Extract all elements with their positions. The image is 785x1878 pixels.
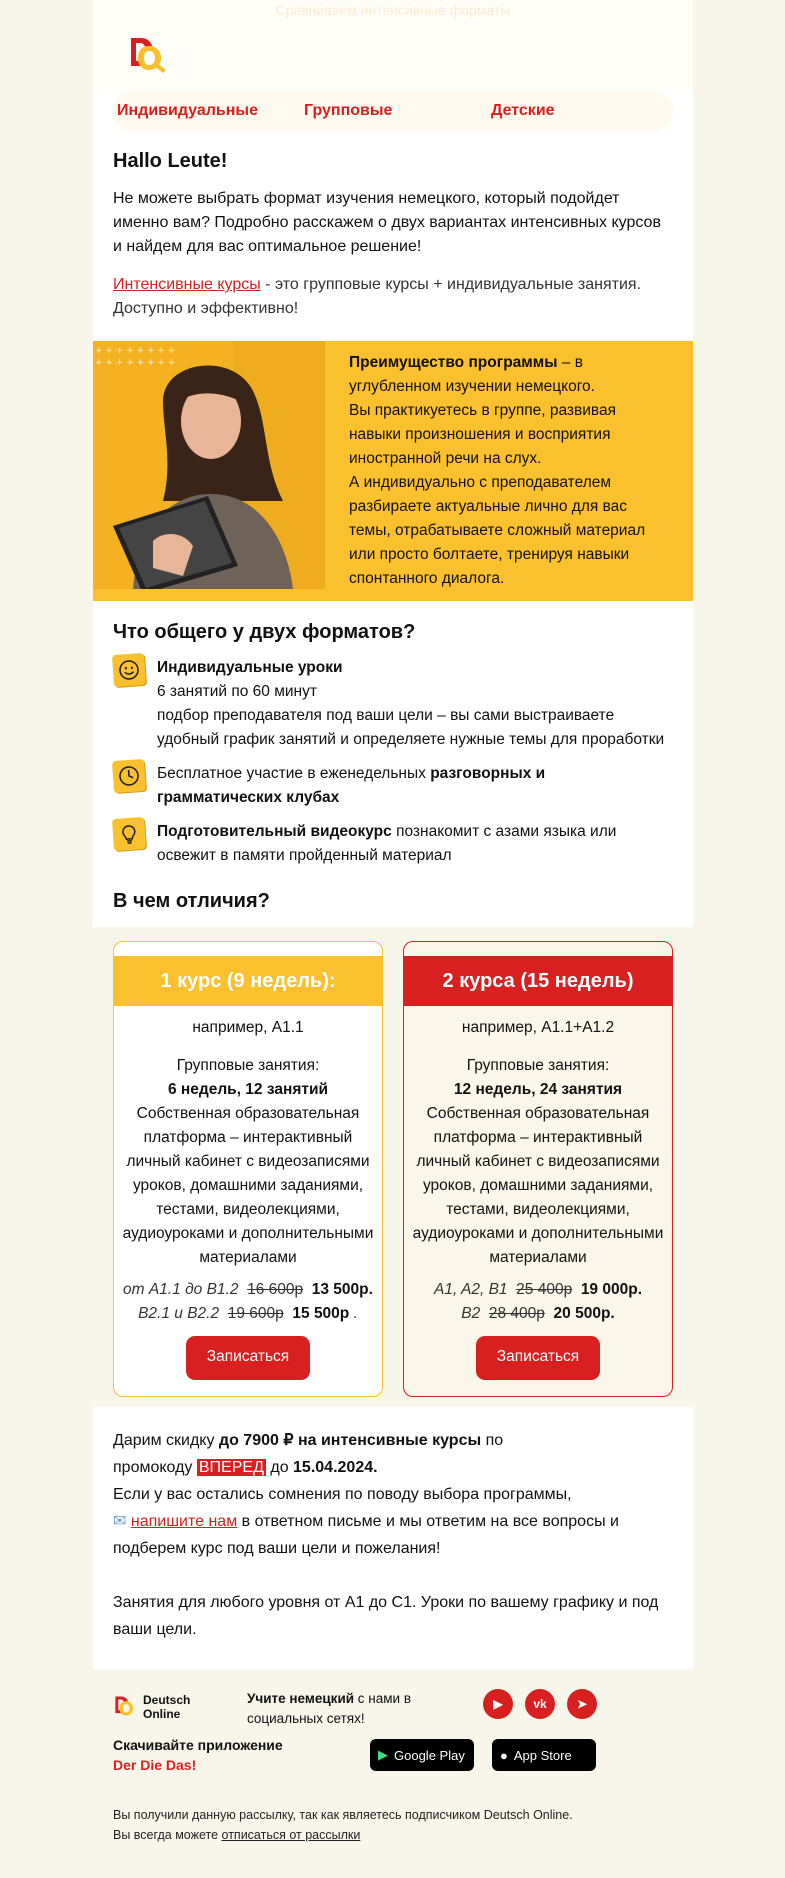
woman-with-tablet-image — [93, 341, 325, 589]
card1-group-bold: 6 недель, 12 занятий — [167, 1081, 329, 1098]
footer — [93, 1669, 693, 1859]
card2-price1-old: 25 400р — [516, 1281, 573, 1298]
unsubscribe-link[interactable]: отписаться от рассылки — [221, 1828, 361, 1842]
card1-price1-old: 16 600р — [247, 1281, 304, 1298]
app-store-label: App Store — [513, 1747, 572, 1763]
footer-brand-1: Deutsch — [143, 1693, 191, 1707]
offer-t3: Если у вас остались сомнения по поводу выбора программы, — [113, 1486, 572, 1503]
google-play-icon: ▶ — [378, 1747, 388, 1762]
intensive-tail: - это групповые курсы + индивидуальные занятия. Доступно и эффективно! — [113, 276, 642, 317]
intensive-paragraph — [113, 273, 673, 321]
greeting: Hallo Leute! — [113, 150, 228, 172]
nav-kids[interactable]: Детские — [491, 102, 555, 119]
course-card-2 — [403, 941, 673, 1397]
course-card-1 — [113, 941, 383, 1397]
card1-price2-label: B2.1 и B2.2 — [138, 1305, 220, 1322]
card1-platform: Собственная образовательная платформа – интерактивный личный кабинет с видеозаписями уроков, домашними заданиями, тестами, видеолекциями, аудиоуроками и дополнительными материалами — [122, 1105, 374, 1266]
lightbulb-icon — [112, 817, 146, 851]
advantage-title: Преимущество программы — [349, 354, 558, 371]
card2-price2-label: B2 — [461, 1305, 481, 1322]
clock-icon — [112, 759, 146, 793]
footer-learn-bold: Учите немецкий — [247, 1691, 355, 1706]
svg-text:+ + + + + + + +: + + + + + + + + — [95, 358, 176, 368]
footer-logo-icon[interactable] — [113, 1689, 139, 1723]
offer-t2: промокоду — [113, 1459, 197, 1476]
feature-videocourse — [113, 820, 673, 868]
footer-note-1: Вы получили данную рассылку, так как являетесь подписчиком Deutsch Online. — [113, 1808, 573, 1822]
app-promo-1: Скачивайте приложение — [113, 1737, 283, 1753]
card1-price1-label: от A1.1 до B1.2 — [123, 1281, 239, 1298]
offer-date: 15.04.2024. — [293, 1459, 378, 1476]
offer-t5: Занятия для любого уровня от А1 до С1. Уроки по вашему графику и под ваши цели. — [113, 1594, 659, 1638]
feature-individual-l2: подбор преподавателя под ваши цели – вы сами выстраиваете удобный график занятий и определяете нужные темы для проработки — [157, 707, 665, 748]
smile-icon — [112, 653, 146, 687]
app-store-button[interactable] — [492, 1739, 596, 1771]
program-advantage-band — [93, 341, 693, 601]
advantage-t1: – в углубленном изучении немецкого. — [349, 354, 595, 395]
preheader: Сравниваем интенсивные форматы — [93, 0, 693, 20]
card2-price-1 — [404, 1278, 672, 1302]
feature-videocourse-tail: познакомит с азами языка или освежит в памяти пройденный материал — [157, 823, 617, 864]
feature-videocourse-bold: Подготовительный видеокурс — [157, 823, 392, 840]
offer-t4: в ответном письме и мы ответим на все вопросы и подберем курс под ваши цели и пожелания! — [113, 1513, 619, 1557]
card2-price1-label: A1, A2, B1 — [434, 1281, 508, 1298]
common-title: Что общего у двух форматов? — [113, 621, 416, 643]
nav-bar — [113, 90, 673, 132]
feature-individual — [113, 656, 673, 752]
feature-clubs — [113, 762, 673, 810]
card2-group: Групповые занятия: — [466, 1057, 610, 1074]
feature-individual-title: Индивидуальные уроки — [157, 659, 343, 676]
nav-group[interactable]: Групповые — [304, 102, 393, 119]
offer-line-4 — [113, 1508, 673, 1562]
course-cards — [93, 927, 693, 1407]
card2-price2-new: 20 500р. — [553, 1305, 615, 1322]
offer-t1-tail: по — [481, 1432, 504, 1449]
advantage-text — [349, 351, 669, 591]
intro-section — [93, 132, 693, 321]
offer-t2-mid: до — [265, 1459, 294, 1476]
offer-discount: до 7900 ₽ на интенсивные курсы — [218, 1432, 482, 1449]
card1-price-2 — [114, 1302, 382, 1326]
card1-signup-button[interactable]: Записаться — [186, 1336, 310, 1380]
footer-brand — [143, 1693, 190, 1721]
card1-price2-old: 19 600р — [227, 1305, 284, 1322]
envelope-icon: ✉ — [113, 1513, 127, 1530]
footer-learn-tail: с нами в социальных сетях! — [247, 1691, 412, 1726]
footer-note — [113, 1805, 573, 1845]
intensive-courses-link[interactable]: Интенсивные курсы — [113, 276, 261, 293]
telegram-icon[interactable]: ➤ — [567, 1689, 597, 1719]
card2-header: 2 курса (15 недель) — [404, 956, 672, 1006]
footer-social-text — [247, 1689, 417, 1729]
google-play-label: Google Play — [394, 1747, 465, 1763]
card1-price2-new: 15 500р — [292, 1305, 350, 1322]
card1-group: Групповые занятия: — [176, 1057, 320, 1074]
email-container — [93, 0, 693, 1859]
card2-signup-button[interactable]: Записаться — [476, 1336, 600, 1380]
card2-price1-new: 19 000р. — [580, 1281, 642, 1298]
feature-clubs-bold: разговорных и грамматических клубах — [157, 765, 546, 806]
header — [93, 20, 693, 90]
app-promo-2: Der Die Das! — [113, 1757, 197, 1773]
footer-brand-2: Online — [143, 1707, 181, 1721]
vk-icon[interactable]: vk — [525, 1689, 555, 1719]
card2-platform: Собственная образовательная платформа – интерактивный личный кабинет с видеозаписями уроков, домашними заданиями, тестами, видеолекциями, аудиоуроками и дополнительными материалами — [412, 1105, 664, 1266]
apple-icon: ● — [500, 1747, 508, 1763]
promo-code: ВПЕРЕД — [198, 1459, 264, 1476]
svg-text:+ + + + + + + +: + + + + + + + + — [95, 346, 176, 356]
feature-individual-l1: 6 занятий по 60 минут — [157, 683, 317, 700]
google-play-button[interactable] — [370, 1739, 474, 1771]
intro-paragraph: Не можете выбрать формат изучения немецкого, который подойдет именно вам? Подробно расскажем о двух вариантах интенсивных курсов и найдем для вас оптимальное решение! — [113, 190, 661, 255]
card2-example: например, A1.1+A1.2 — [461, 1019, 615, 1036]
card1-price1-new: 13 500р. — [311, 1281, 373, 1298]
offer-t1: Дарим скидку — [113, 1432, 219, 1449]
feature-clubs-pre: Бесплатное участие в еженедельных — [157, 765, 431, 782]
write-us-link[interactable]: напишите нам — [130, 1513, 238, 1530]
card2-price-2 — [404, 1302, 672, 1326]
card2-group-bold: 12 недель, 24 занятия — [453, 1081, 623, 1098]
offer-line-2 — [113, 1454, 673, 1481]
card2-price2-old: 28 400р — [488, 1305, 545, 1322]
nav-individual[interactable]: Индивидуальные — [117, 102, 258, 119]
footer-note-2: Вы всегда можете — [113, 1828, 222, 1842]
card1-price2-dot: . — [349, 1305, 358, 1322]
youtube-icon[interactable]: ▶ — [483, 1689, 513, 1719]
offer-line-1 — [113, 1427, 673, 1454]
common-section — [93, 601, 693, 927]
logo[interactable] — [127, 32, 171, 76]
advantage-t2: Вы практикуетесь в группе, развивая навыки произношения и восприятия иностранной речи на слух. — [349, 402, 616, 467]
advantage-t3: А индивидуально с преподавателем разбираете актуальные лично для вас темы, отрабатываете сложный материал или просто болтаете, тренируя навыки спонтанного диалога. — [349, 474, 646, 587]
card1-example: например, A1.1 — [192, 1019, 304, 1036]
card1-price-1 — [114, 1278, 382, 1302]
offer-section — [93, 1407, 693, 1669]
card1-header: 1 курс (9 недель): — [114, 956, 382, 1006]
diff-title: В чем отличия? — [113, 890, 270, 912]
app-promo — [113, 1735, 283, 1775]
